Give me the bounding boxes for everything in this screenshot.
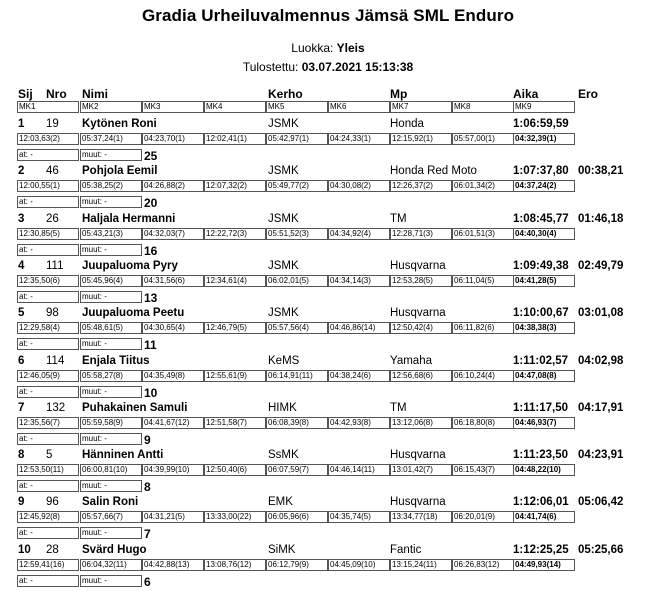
split-time-cell: 05:43,21(3) [80, 228, 142, 240]
at-cell: at: - [17, 433, 79, 445]
split-time-cell: 04:37,24(2) [513, 180, 575, 192]
bib-number: 98 [46, 307, 59, 320]
time-gap: 01:46,18 [578, 212, 624, 225]
club: EMK [268, 496, 293, 509]
motorcycle: Husqvarna [390, 307, 446, 320]
mk-label-cell: MK3 [142, 101, 204, 113]
split-time-cell: 13:01,42(7) [390, 464, 452, 476]
bib-number: 96 [46, 496, 59, 509]
split-time-cell: 12:26,37(2) [390, 180, 452, 192]
header-nimi: Nimi [82, 87, 109, 101]
time-gap: 02:49,79 [578, 259, 624, 272]
points-count: 8 [144, 480, 151, 495]
mk-label-cell: MK7 [390, 101, 452, 113]
time-gap: 05:06,42 [578, 496, 624, 509]
points-count: 16 [144, 243, 158, 258]
split-time-cell: 12:55,61(9) [204, 370, 266, 382]
split-time-cell: 06:04,32(11) [80, 559, 142, 571]
split-time-cell: 12:28,71(3) [390, 228, 452, 240]
total-time: 1:12:06,01 [513, 496, 569, 509]
split-time-cell: 05:42,97(1) [266, 133, 328, 145]
split-time-cell: 05:57,00(1) [452, 133, 514, 145]
split-time-cell: 04:38,38(3) [513, 322, 575, 334]
split-time-cell: 12:45,92(8) [17, 511, 79, 523]
split-time-cell: 04:35,74(5) [328, 511, 390, 523]
split-time-cell: 12:22,72(3) [204, 228, 266, 240]
split-time-cell: 13:15,24(11) [390, 559, 452, 571]
motorcycle: Honda Red Moto [390, 165, 477, 178]
header-ero: Ero [578, 87, 599, 101]
class-value: Yleis [336, 41, 365, 55]
points-count: 13 [144, 290, 158, 305]
header-kerho: Kerho [268, 87, 303, 101]
motorcycle: Husqvarna [390, 259, 446, 272]
split-time-cell: 06:05,96(6) [266, 511, 328, 523]
rank: 3 [18, 212, 25, 225]
rank: 2 [18, 165, 25, 178]
mk-label-cell: MK8 [452, 101, 514, 113]
split-time-cell: 06:12,79(9) [266, 559, 328, 571]
split-time-cell: 12:50,42(4) [390, 322, 452, 334]
split-time-cell: 04:47,08(8) [513, 370, 575, 382]
mk-label-cell: MK9 [513, 101, 575, 113]
muut-cell: muut: - [80, 575, 142, 587]
split-time-cell: 06:20,01(9) [452, 511, 514, 523]
rider-name: Svärd Hugo [82, 543, 147, 556]
motorcycle: Husqvarna [390, 449, 446, 462]
split-time-cell: 04:40,30(4) [513, 228, 575, 240]
split-time-cell: 04:46,93(7) [513, 417, 575, 429]
split-time-cell: 04:49,93(14) [513, 559, 575, 571]
split-time-cell: 12:35,50(6) [17, 275, 79, 287]
split-time-cell: 04:41,67(12) [142, 417, 204, 429]
split-time-cell: 06:00,81(10) [80, 464, 142, 476]
result-entry [0, 543, 656, 591]
motorcycle: TM [390, 401, 407, 414]
split-time-cell: 12:56,68(6) [390, 370, 452, 382]
split-time-cell: 12:51,58(7) [204, 417, 266, 429]
split-time-cell: 06:01,51(3) [452, 228, 514, 240]
class-line [0, 41, 656, 55]
result-entry [0, 354, 656, 402]
at-cell: at: - [17, 386, 79, 398]
split-time-cell: 05:57,66(7) [80, 511, 142, 523]
split-time-cell: 05:37,24(1) [80, 133, 142, 145]
split-time-cell: 04:23,70(1) [142, 133, 204, 145]
split-time-cell: 04:26,88(2) [142, 180, 204, 192]
printed-line [0, 60, 656, 74]
club: KeMS [268, 354, 300, 367]
time-gap: 00:38,21 [578, 165, 624, 178]
at-cell: at: - [17, 244, 79, 256]
split-time-cell: 04:32,03(7) [142, 228, 204, 240]
split-time-cell: 12:53,28(5) [390, 275, 452, 287]
split-time-cell: 04:46,14(11) [328, 464, 390, 476]
split-time-cell: 12:46,05(9) [17, 370, 79, 382]
bib-number: 19 [46, 118, 59, 130]
split-time-cell: 12:46,79(5) [204, 322, 266, 334]
points-count: 7 [144, 527, 151, 542]
club: JSMK [268, 259, 299, 272]
points-count: 11 [144, 338, 157, 353]
rider-name: Pohjola Eemil [82, 165, 158, 178]
at-cell: at: - [17, 196, 79, 208]
time-gap: 03:01,08 [578, 307, 624, 320]
result-entry [0, 117, 656, 165]
at-cell: at: - [17, 527, 79, 539]
result-entry [0, 259, 656, 307]
rider-name: Juupaluoma Pyry [82, 259, 178, 272]
result-entry [0, 448, 656, 496]
split-time-cell: 04:48,22(10) [513, 464, 575, 476]
result-entry [0, 212, 656, 260]
split-time-cell: 05:45,96(4) [80, 275, 142, 287]
split-time-cell: 04:24,33(1) [328, 133, 390, 145]
rider-name: Salin Roni [82, 496, 139, 509]
split-time-cell: 04:41,28(5) [513, 275, 575, 287]
split-time-cell: 12:07,32(2) [204, 180, 266, 192]
rank: 4 [18, 259, 25, 272]
rank: 8 [18, 449, 25, 462]
split-time-cell: 13:33,00(22) [204, 511, 266, 523]
rank: 5 [18, 307, 25, 320]
rider-name: Juupaluoma Peetu [82, 307, 185, 320]
split-time-cell: 12:53,50(11) [17, 464, 79, 476]
bib-number: 28 [46, 543, 59, 556]
split-time-cell: 04:45,09(10) [328, 559, 390, 571]
mk-label-cell: MK2 [80, 101, 142, 113]
club: JSMK [268, 118, 299, 130]
split-time-cell: 05:51,52(3) [266, 228, 328, 240]
mk-label-cell: MK5 [266, 101, 328, 113]
split-time-cell: 04:31,21(5) [142, 511, 204, 523]
mk-label-cell: MK6 [328, 101, 390, 113]
rider-name: Haljala Hermanni [82, 212, 176, 225]
muut-cell: muut: - [80, 196, 142, 208]
header-nro: Nro [46, 87, 67, 101]
bib-number: 132 [46, 401, 66, 414]
header-aika: Aika [513, 87, 539, 101]
points-count: 6 [144, 574, 151, 589]
motorcycle: Yamaha [390, 354, 432, 367]
mk-label-cell: MK1 [17, 101, 79, 113]
header-mp: Mp [390, 87, 408, 101]
muut-cell: muut: - [80, 149, 142, 161]
rider-name: Enjala Tiitus [82, 354, 150, 367]
total-time: 1:11:17,50 [513, 401, 568, 414]
split-time-cell: 06:10,24(4) [452, 370, 514, 382]
split-time-cell: 06:01,34(2) [452, 180, 514, 192]
split-time-cell: 04:46,86(14) [328, 322, 390, 334]
motorcycle: Fantic [390, 543, 422, 556]
at-cell: at: - [17, 575, 79, 587]
split-time-cell: 13:34,77(18) [390, 511, 452, 523]
page-title: Gradia Urheiluvalmennus Jämsä SML Enduro [141, 6, 515, 25]
split-time-cell: 04:32,39(1) [513, 133, 575, 145]
bib-number: 114 [46, 354, 65, 367]
split-time-cell: 05:38,25(2) [80, 180, 142, 192]
printed-label: Tulostettu: [242, 60, 299, 74]
total-time: 1:12:25,25 [513, 543, 569, 556]
motorcycle: Honda [390, 118, 424, 130]
time-gap: 04:23,91 [578, 449, 624, 462]
club: SiMK [268, 543, 296, 556]
bib-number: 111 [46, 259, 64, 272]
split-time-cell: 13:08,76(12) [204, 559, 266, 571]
total-time: 1:11:02,57 [513, 354, 568, 367]
time-gap: 04:02,98 [578, 354, 624, 367]
split-time-cell: 12:30,85(5) [17, 228, 79, 240]
split-time-cell: 12:29,58(4) [17, 322, 79, 334]
club: JSMK [268, 307, 299, 320]
split-time-cell: 04:42,93(8) [328, 417, 390, 429]
muut-cell: muut: - [80, 291, 142, 303]
club: SsMK [268, 449, 299, 462]
rider-name: Puhakainen Samuli [82, 401, 188, 414]
split-time-cell: 06:07,59(7) [266, 464, 328, 476]
points-count: 25 [144, 149, 158, 163]
rank: 7 [18, 401, 25, 414]
split-time-cell: 05:59,58(9) [80, 417, 142, 429]
split-time-cell: 13:12,06(8) [390, 417, 452, 429]
split-time-cell: 05:48,61(5) [80, 322, 142, 334]
bib-number: 46 [46, 165, 59, 178]
total-time: 1:08:45,77 [513, 212, 569, 225]
split-time-cell: 06:14,91(11) [266, 370, 328, 382]
split-time-cell: 12:00,55(1) [17, 180, 79, 192]
muut-cell: muut: - [80, 244, 142, 256]
muut-cell: muut: - [80, 433, 142, 445]
rider-name: Hänninen Antti [82, 449, 164, 462]
split-time-cell: 04:42,88(13) [142, 559, 204, 571]
points-count: 9 [144, 432, 151, 447]
total-time: 1:09:49,38 [513, 259, 569, 272]
club: JSMK [268, 212, 299, 225]
bib-number: 5 [46, 449, 53, 462]
split-time-cell: 06:11,04(5) [452, 275, 514, 287]
split-time-cell: 04:34,14(3) [328, 275, 390, 287]
points-count: 10 [144, 385, 158, 400]
rank: 6 [18, 354, 25, 367]
motorcycle: Husqvarna [390, 496, 446, 509]
total-time: 1:11:23,50 [513, 449, 568, 462]
split-time-cell: 05:49,77(2) [266, 180, 328, 192]
split-time-cell: 12:35,56(7) [17, 417, 79, 429]
mk-label-cell: MK4 [204, 101, 266, 113]
split-time-cell: 12:34,61(4) [204, 275, 266, 287]
time-gap: 04:17,91 [578, 401, 624, 414]
split-time-cell: 12:03,63(2) [17, 133, 79, 145]
split-time-cell: 04:35,49(8) [142, 370, 204, 382]
split-time-cell: 06:08,39(8) [266, 417, 328, 429]
at-cell: at: - [17, 338, 79, 350]
club: JSMK [268, 165, 299, 178]
muut-cell: muut: - [80, 338, 142, 350]
total-time: 1:07:37,80 [513, 165, 569, 178]
at-cell: at: - [17, 480, 79, 492]
result-entry [0, 306, 656, 354]
header-sij: Sij [18, 87, 33, 101]
club: HIMK [268, 401, 297, 414]
result-entry [0, 495, 656, 543]
split-time-cell: 04:39,99(10) [142, 464, 204, 476]
split-time-cell: 12:50,40(6) [204, 464, 266, 476]
result-entry [0, 164, 656, 212]
split-time-cell: 04:31,56(6) [142, 275, 204, 287]
split-time-cell: 12:59,41(16) [17, 559, 79, 571]
split-time-cell: 04:30,65(4) [142, 322, 204, 334]
at-cell: at: - [17, 291, 79, 303]
split-time-cell: 04:30,08(2) [328, 180, 390, 192]
rank: 9 [18, 496, 25, 509]
split-time-cell: 04:34,92(4) [328, 228, 390, 240]
split-time-cell: 06:02,01(5) [266, 275, 328, 287]
time-gap: 05:25,66 [578, 543, 624, 556]
bib-number: 26 [46, 212, 59, 225]
at-cell: at: - [17, 149, 79, 161]
total-time: 1:06:59,59 [513, 118, 569, 130]
split-time-cell: 04:38,24(6) [328, 370, 390, 382]
points-count: 20 [144, 196, 158, 211]
split-time-cell: 04:41,74(6) [513, 511, 575, 523]
split-time-cell: 05:57,56(4) [266, 322, 328, 334]
split-time-cell: 06:18,80(8) [452, 417, 514, 429]
split-time-cell: 06:26,83(12) [452, 559, 514, 571]
printed-value: 03.07.2021 15:13:38 [301, 60, 414, 74]
muut-cell: muut: - [80, 527, 142, 539]
split-time-cell: 05:58,27(8) [80, 370, 142, 382]
split-time-cell: 12:15,92(1) [390, 133, 452, 145]
rider-name: Kytönen Roni [82, 118, 157, 130]
total-time: 1:10:00,67 [513, 307, 569, 320]
rank: 10 [18, 543, 31, 556]
muut-cell: muut: - [80, 386, 142, 398]
split-time-cell: 06:11,82(6) [452, 322, 514, 334]
motorcycle: TM [390, 212, 407, 225]
split-time-cell: 06:15,43(7) [452, 464, 514, 476]
muut-cell: muut: - [80, 480, 142, 492]
split-time-cell: 12:02,41(1) [204, 133, 266, 145]
rank: 1 [18, 118, 25, 130]
result-entry [0, 401, 656, 449]
class-label: Luokka: [291, 41, 334, 55]
